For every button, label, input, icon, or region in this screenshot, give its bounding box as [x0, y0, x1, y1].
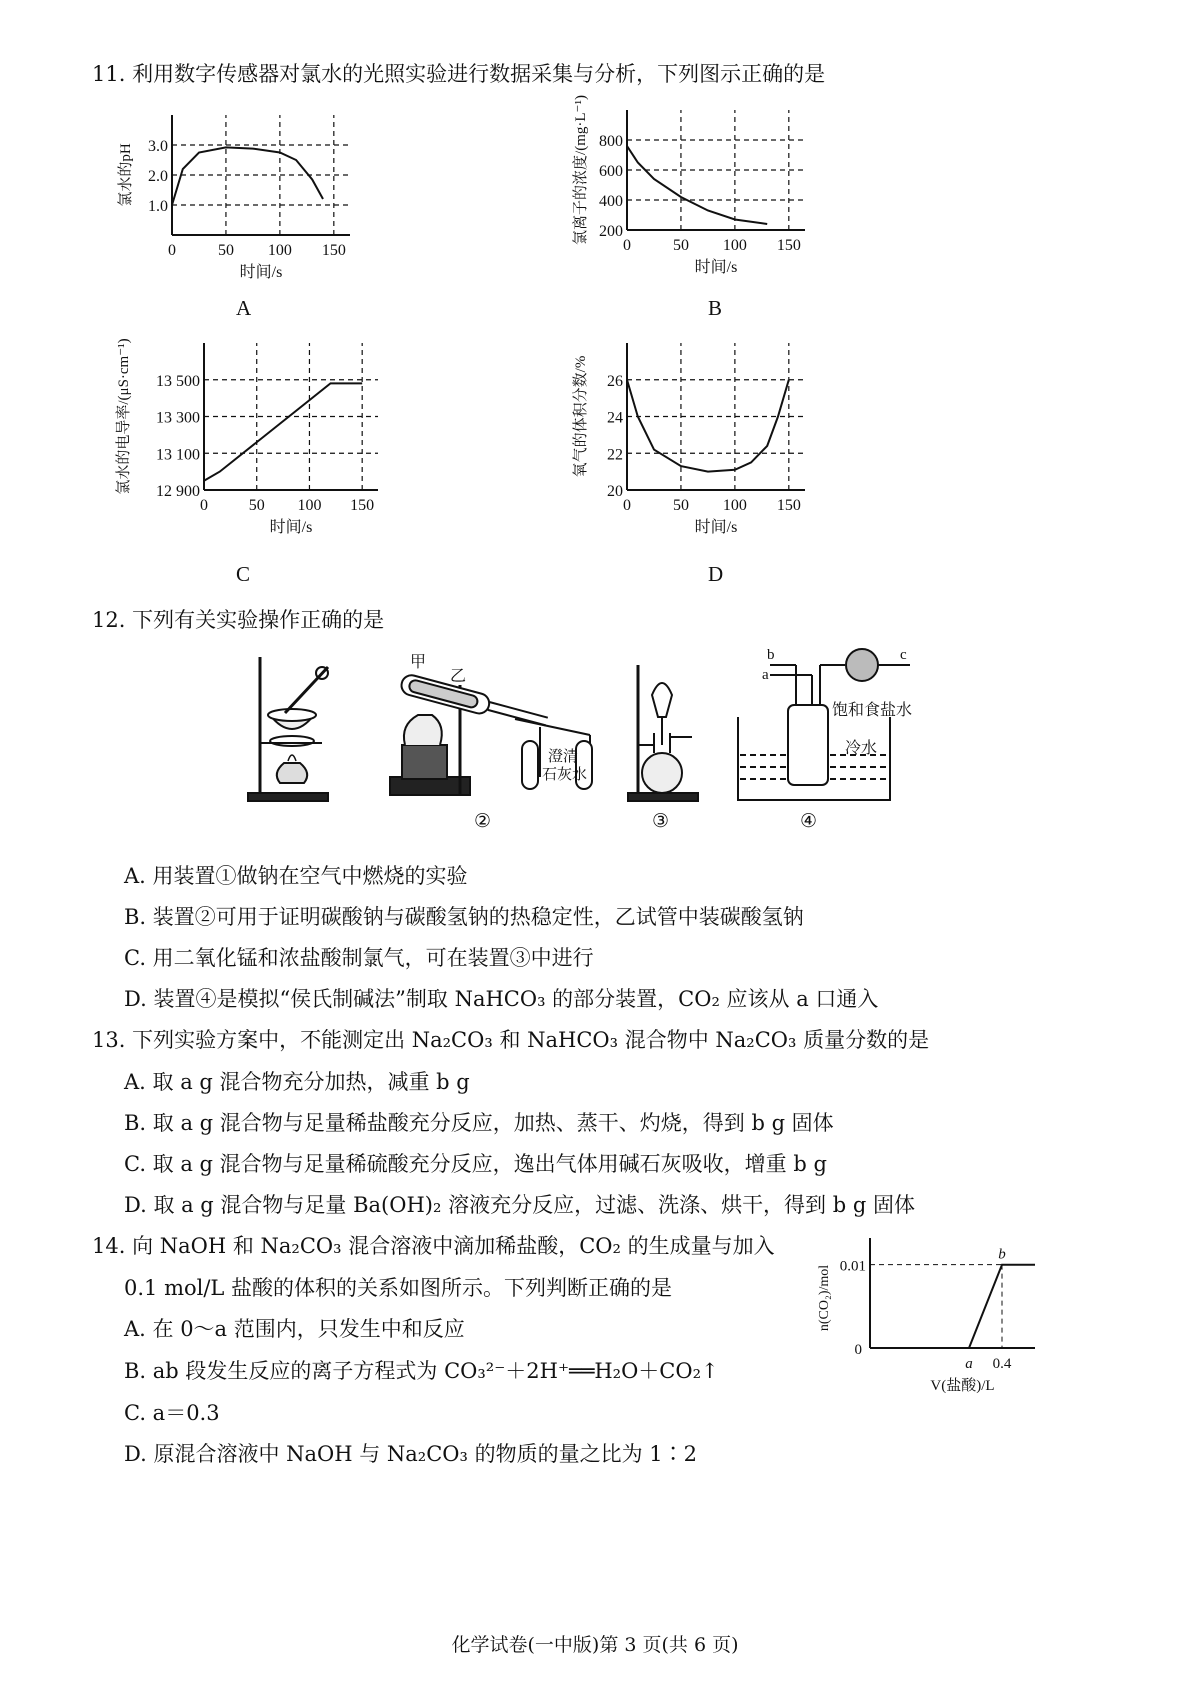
- q12-option-d: D. 装置④是模拟“侯氏制碱法”制取 NaHCO₃ 的部分装置，CO₂ 应该从 a 口通入: [124, 987, 879, 1011]
- x-tick-label: 150: [350, 497, 375, 514]
- q13-option-a: A. 取 a g 混合物充分加热，减重 b g: [124, 1070, 470, 1094]
- question-11-stem: 11. 利用数字传感器对氯水的光照实验进行数据采集与分析，下列图示正确的是: [92, 62, 826, 86]
- y-tick-label: 12 900: [156, 483, 200, 500]
- y-tick-label: 3.0: [148, 138, 168, 155]
- x-tick-label: 100: [267, 242, 292, 259]
- page-footer: 化学试卷(一中版)第 3 页(共 6 页): [451, 1634, 739, 1656]
- chart-co2: [810, 1228, 1050, 1398]
- apparatus-4: [738, 647, 912, 800]
- x-tick-label: a: [965, 1356, 973, 1372]
- y-tick-label: 22: [607, 446, 623, 464]
- caption-apparatus-4: ④: [800, 810, 818, 832]
- x-tick-label: 50: [672, 497, 689, 514]
- port-c-label: c: [900, 647, 907, 663]
- caption-apparatus-3: ③: [652, 810, 670, 832]
- point-b-label: b: [998, 1246, 1006, 1263]
- limewater-label-2: 石灰水: [542, 767, 588, 783]
- q14-option-d: D. 原混合溶液中 NaOH 与 Na₂CO₃ 的物质的量之比为 1∶2: [124, 1442, 697, 1466]
- y-axis-label: 氧气的体积分数/%: [573, 355, 589, 478]
- apparatus-2: [390, 653, 592, 795]
- data-line: [627, 146, 767, 224]
- port-b-label: b: [767, 647, 775, 663]
- q12-option-a: A. 用装置①做钠在空气中燃烧的实验: [124, 864, 468, 888]
- x-tick-label: 50: [248, 497, 265, 514]
- question-13-stem: 13. 下列实验方案中，不能测定出 Na₂CO₃ 和 NaHCO₃ 混合物中 Na₂CO₃ 质量分数的是: [92, 1028, 930, 1052]
- limewater-label-1: 澄清: [548, 749, 579, 765]
- q14-option-a: A. 在 0～a 范围内，只发生中和反应: [124, 1317, 465, 1341]
- x-tick-label: 100: [297, 497, 322, 514]
- apparatus-figures: [240, 645, 940, 840]
- cold-water-label: 冷水: [845, 740, 878, 757]
- y-axis-label: 氯离子的浓度/(mg·L⁻¹): [573, 95, 589, 245]
- y-tick-label: 600: [599, 163, 623, 180]
- chart-c-letter: C: [236, 562, 251, 586]
- y-tick-label: 400: [599, 193, 623, 210]
- question-14-stem-line2: 0.1 mol/L 盐酸的体积的关系如图所示。下列判断正确的是: [124, 1276, 673, 1300]
- y-tick-label: 1.0: [148, 198, 168, 215]
- y-tick-label: 13 500: [156, 372, 200, 390]
- q14-option-b: B. ab 段发生反应的离子方程式为 CO₃²⁻＋2H⁺══H₂O＋CO₂↑: [124, 1359, 719, 1383]
- x-axis-label: 时间/s: [269, 519, 313, 536]
- y-axis-label: 氯水的pH: [118, 143, 134, 207]
- y-tick-label: 24: [607, 409, 623, 427]
- data-line: [172, 147, 323, 205]
- x-axis-label: 时间/s: [239, 264, 283, 281]
- data-line: [204, 383, 362, 480]
- q12-option-c: C. 用二氧化锰和浓盐酸制氯气，可在装置③中进行: [124, 946, 594, 970]
- chart-c: [108, 325, 398, 550]
- x-tick-label: 100: [722, 237, 747, 254]
- x-tick-label: 150: [321, 242, 346, 259]
- chart-b: [565, 92, 845, 292]
- y-axis-label: 氯水的电导率/(μS·cm⁻¹): [116, 338, 132, 495]
- question-14-stem-line1: 14. 向 NaOH 和 Na₂CO₃ 混合溶液中滴加稀盐酸，CO₂ 的生成量与加入: [92, 1234, 775, 1258]
- q14-option-c: C. a＝0.3: [124, 1401, 220, 1425]
- caption-apparatus-2: ②: [474, 810, 492, 832]
- y-tick-label: 0: [854, 1342, 862, 1358]
- x-tick-label: 50: [217, 242, 234, 259]
- jia-label: 甲: [410, 654, 427, 671]
- yi-label: 乙: [450, 668, 467, 685]
- brine-label: 饱和食盐水: [832, 702, 913, 719]
- x-tick-label: 150: [776, 237, 801, 254]
- apparatus-1: [248, 657, 328, 801]
- q13-option-b: B. 取 a g 混合物与足量稀盐酸充分反应，加热、蒸干、灼烧，得到 b g 固体: [124, 1111, 834, 1135]
- y-tick-label: 20: [607, 483, 623, 500]
- port-a-label: a: [762, 667, 769, 683]
- y-tick-label: 13 100: [156, 446, 200, 464]
- chart-a-letter: A: [236, 296, 252, 320]
- q13-option-d: D. 取 a g 混合物与足量 Ba(OH)₂ 溶液充分反应，过滤、洗涤、烘干，得到 b g 固体: [124, 1193, 915, 1217]
- chart-a: [110, 95, 390, 315]
- x-tick-label: 0: [200, 497, 208, 514]
- y-tick-label: 800: [599, 133, 623, 150]
- chart-d: [565, 325, 845, 550]
- y-tick-label: 26: [607, 372, 623, 390]
- y-axis-label: n(CO₂)/mol: [817, 1264, 832, 1332]
- chart-d-letter: D: [708, 562, 724, 586]
- chart-b-letter: B: [708, 296, 723, 320]
- x-tick-label: 0: [623, 497, 631, 514]
- x-tick-label: 0: [168, 242, 176, 259]
- x-tick-label: 150: [776, 497, 801, 514]
- x-tick-label: 0: [623, 237, 631, 254]
- question-12-stem: 12. 下列有关实验操作正确的是: [92, 608, 385, 632]
- q13-option-c: C. 取 a g 混合物与足量稀硫酸充分反应，逸出气体用碱石灰吸收，增重 b g: [124, 1152, 827, 1176]
- q12-option-b: B. 装置②可用于证明碳酸钠与碳酸氢钠的热稳定性，乙试管中装碳酸氢钠: [124, 905, 804, 929]
- y-tick-label: 200: [599, 223, 623, 240]
- x-axis-label: V(盐酸)/L: [930, 1378, 995, 1394]
- data-line: [627, 380, 789, 472]
- x-axis-label: 时间/s: [694, 259, 738, 276]
- x-tick-label: 0.4: [992, 1356, 1012, 1372]
- x-axis-label: 时间/s: [694, 519, 738, 536]
- apparatus-3: [628, 665, 698, 801]
- x-tick-label: 50: [672, 237, 689, 254]
- y-tick-label: 0.01: [839, 1258, 866, 1275]
- y-tick-label: 13 300: [156, 409, 200, 427]
- x-tick-label: 100: [722, 497, 747, 514]
- y-tick-label: 2.0: [148, 168, 168, 185]
